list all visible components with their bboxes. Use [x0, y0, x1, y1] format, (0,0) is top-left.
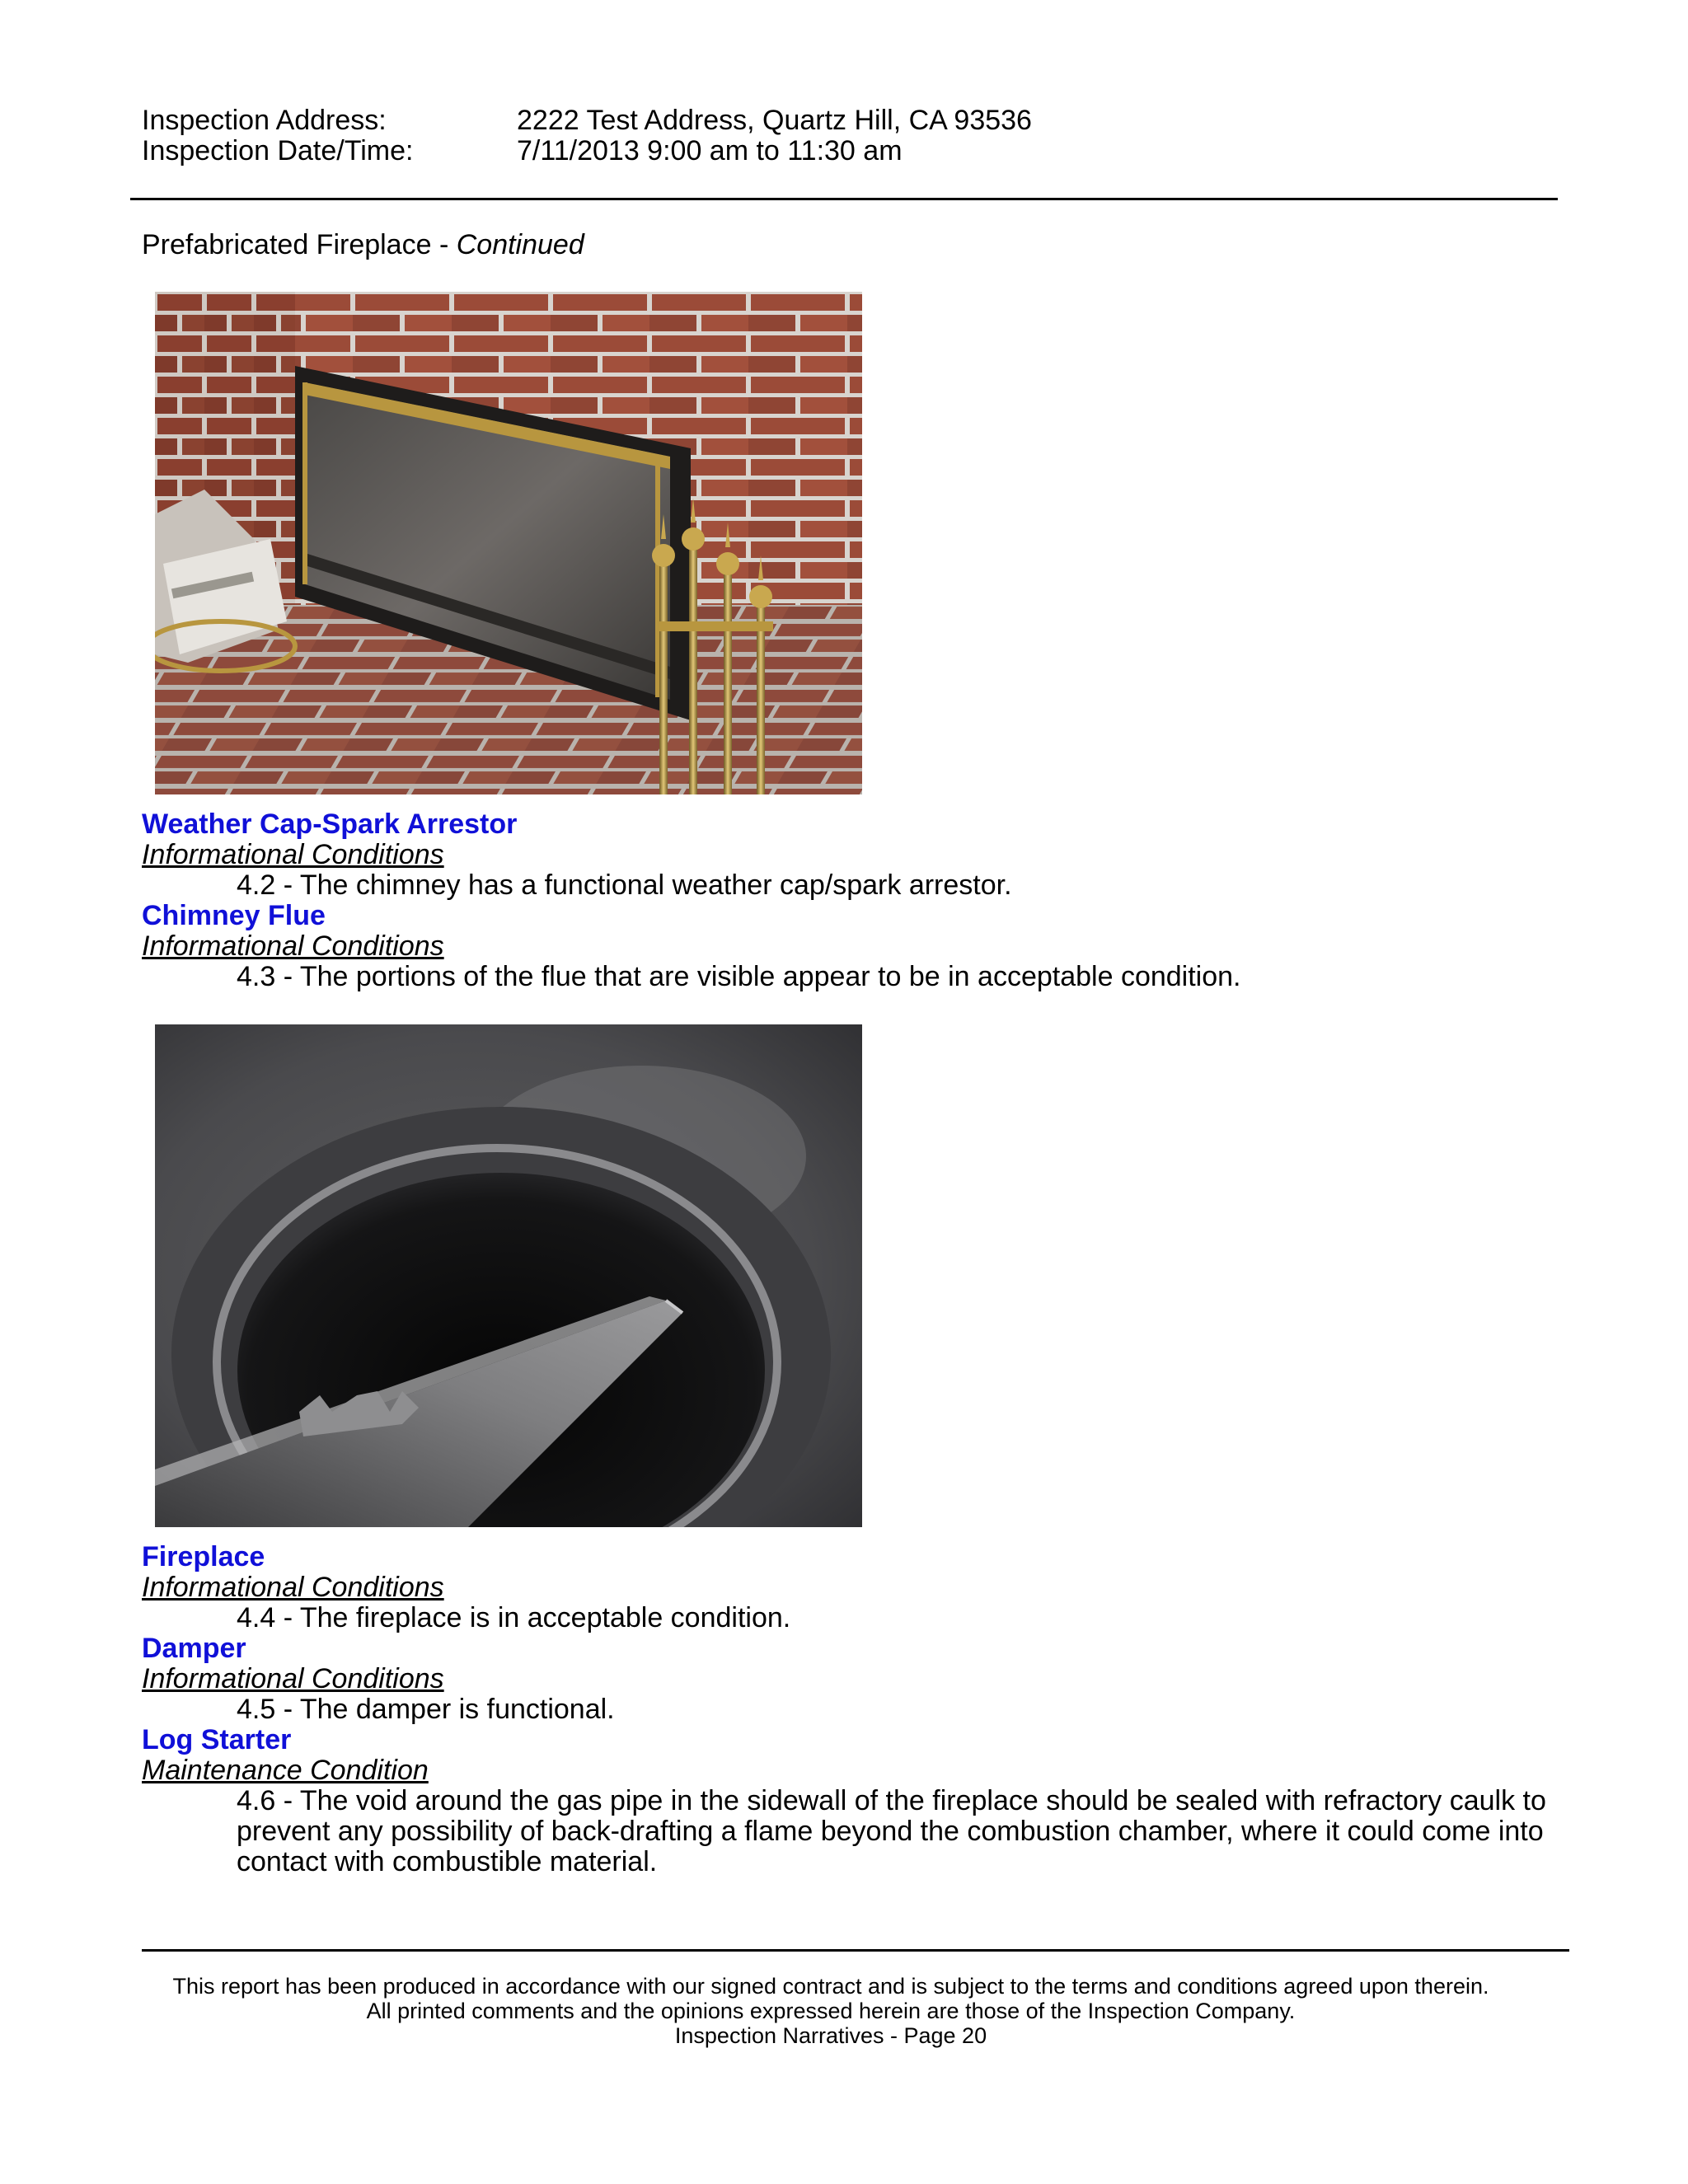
items-group-2: [142, 1542, 1559, 1877]
item-comment-chimney-flue: 4.3 - The portions of the flue that are visible appear to be in acceptable condition.: [237, 961, 1241, 992]
item-condition-fireplace: Informational Conditions: [142, 1572, 444, 1603]
item-comment-fireplace: 4.4 - The fireplace is in acceptable condition.: [237, 1602, 791, 1633]
item-condition-log-starter: Maintenance Condition: [142, 1755, 429, 1786]
item-heading-fireplace: Fireplace: [142, 1541, 265, 1572]
section-continued: Continued: [456, 229, 584, 260]
address-value: 2222 Test Address, Quartz Hill, CA 93536: [517, 105, 1032, 136]
item-condition-damper: Informational Conditions: [142, 1663, 444, 1694]
section-title: [142, 229, 584, 261]
date-label: Inspection Date/Time:: [142, 135, 414, 166]
footer-disclaimer-line2: All printed comments and the opinions expressed herein are those of the Inspection Company.: [366, 1999, 1296, 2023]
footer-divider: [142, 1949, 1569, 1952]
item-condition-weather-cap: Informational Conditions: [142, 839, 444, 870]
address-label: Inspection Address:: [142, 105, 387, 136]
fireplace-photo: [155, 292, 862, 794]
address-row: [142, 105, 1032, 136]
date-row: [142, 136, 1032, 166]
chimney-flue-photo: [155, 1024, 862, 1527]
footer-disclaimer-line1: This report has been produced in accordance with our signed contract and is subject to the terms and conditions agreed upon therein.: [172, 1974, 1489, 1999]
inspection-header: [142, 105, 1032, 166]
date-value: 7/11/2013 9:00 am to 11:30 am: [517, 135, 903, 166]
item-comment-log-starter: 4.6 - The void around the gas pipe in the sidewall of the fireplace should be sealed with refractory caulk to prevent any possibility of back-drafting a flame beyond the combustion chamber, where it could come into contact with combustible material.: [237, 1785, 1546, 1877]
item-heading-chimney-flue: Chimney Flue: [142, 900, 326, 931]
item-heading-weather-cap: Weather Cap-Spark Arrestor: [142, 808, 518, 840]
item-heading-log-starter: Log Starter: [142, 1724, 292, 1755]
section-title-text: Prefabricated Fireplace -: [142, 229, 457, 260]
item-comment-weather-cap: 4.2 - The chimney has a functional weather cap/spark arrestor.: [237, 869, 1012, 901]
header-divider: [130, 198, 1558, 200]
footer-page-number: Inspection Narratives - Page 20: [674, 2023, 987, 2048]
item-comment-damper: 4.5 - The damper is functional.: [237, 1694, 615, 1725]
items-group-1: [142, 809, 1559, 992]
item-heading-damper: Damper: [142, 1633, 246, 1664]
item-condition-chimney-flue: Informational Conditions: [142, 930, 444, 962]
page-footer: [142, 1974, 1520, 2048]
